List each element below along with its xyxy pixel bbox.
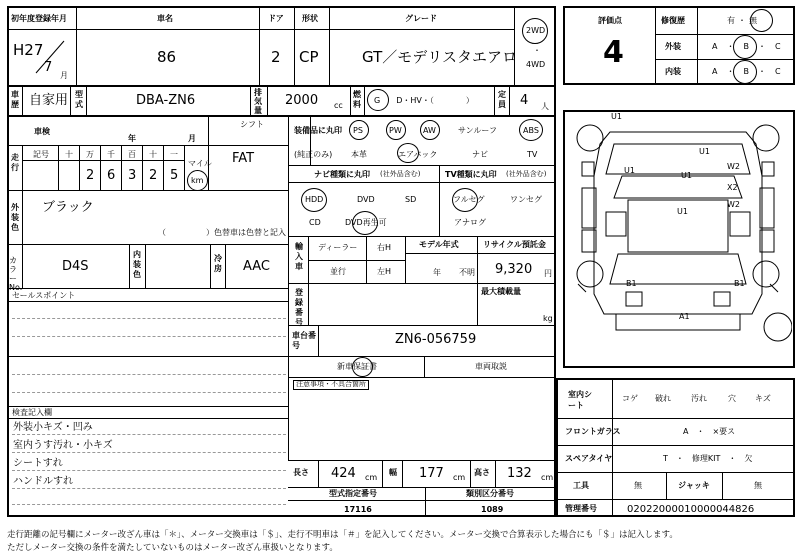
length-unit: cm [365, 473, 378, 482]
navi-small: (社外品含む) [380, 170, 421, 178]
seller-point-label: セールスポイント [12, 291, 76, 300]
first-reg-year: H27 [13, 41, 44, 59]
shift-value: FAT [232, 151, 255, 166]
mileage-header-4: 百 [128, 150, 136, 159]
displacement-value: 2000 [285, 93, 319, 108]
import-right-h: 右H [377, 243, 392, 252]
spare-label: スペアタイヤ [565, 454, 613, 463]
displacement-unit: cc [334, 101, 343, 110]
exterior-b-circle [733, 35, 757, 59]
recycle-value: 9,320 [495, 262, 533, 277]
model-year-value: 不明 [459, 268, 475, 277]
first-reg-label: 初年度登録年月 [11, 14, 67, 23]
diagram-mark-u1-left: U1 [624, 166, 635, 175]
equip-airbag: エアバック [398, 150, 438, 159]
recycle-label: リサイクル預託金 [483, 240, 546, 249]
model-year-year: 年 [433, 268, 441, 277]
model-label: 型式 [75, 90, 83, 109]
mileage-digit-2: 3 [128, 168, 137, 183]
length-label: 長さ [293, 468, 309, 477]
width-label: 幅 [389, 468, 397, 477]
inspector-line-0: 外装小キズ・凹み [13, 422, 93, 433]
equip-navi: ナビ [472, 150, 488, 159]
drive-dot: ・ [533, 46, 541, 55]
diagram-mark-u1-top: U1 [611, 112, 622, 121]
import-left-h: 左H [377, 267, 392, 276]
first-reg-month: 7 [44, 60, 53, 75]
equip-sunroof: サンルーフ [458, 126, 497, 135]
length-value: 424 [331, 466, 356, 481]
diagram-mark-b1-right: B1 [734, 279, 745, 288]
height-unit: cm [541, 473, 554, 482]
car-body-diagram [566, 114, 792, 364]
shape-label: 形状 [302, 14, 318, 23]
inspection-label: 車検 [34, 127, 50, 136]
import-parallel: 並行 [330, 267, 346, 276]
exterior-label: 外装 [665, 42, 681, 51]
glass-value: A ・ ×要ス [683, 427, 736, 436]
footer-note-2: ただしメーター交換の条件を満たしていないものはメーター改ざん車扱いとなります。 [7, 543, 338, 553]
inspector-label: 検査記入欄 [12, 408, 52, 417]
notes-label: 注意事項・不具合箇所 [296, 380, 366, 388]
recycle-unit: 円 [544, 269, 552, 278]
height-label: 高さ [474, 468, 490, 477]
mileage-digit-3: 2 [149, 168, 158, 183]
diagram-mark-u1-hood: U1 [699, 147, 710, 156]
class-number-value: 1089 [481, 505, 504, 514]
capacity-unit: 人 [541, 102, 549, 111]
seat-tear: 破れ [655, 394, 671, 403]
max-load-unit: kg [543, 314, 553, 323]
ac-value: AAC [243, 259, 270, 274]
shape-value: CP [299, 48, 319, 66]
diagram-mark-x2: X2 [727, 183, 738, 192]
mileage-label: 走行 [11, 153, 19, 172]
car-name-label: 車名 [157, 14, 173, 23]
mileage-header-1: 十 [65, 150, 73, 159]
seat-dirt: 汚れ [691, 394, 707, 403]
equip-abs: ABS [523, 126, 539, 135]
diagram-mark-u1-roof: U1 [677, 207, 688, 216]
chassis-value: ZN6-056759 [395, 332, 477, 347]
fuel-label: 燃料 [353, 90, 361, 109]
navi-dvd-play: DVD再生可 [345, 218, 387, 227]
import-label: 輸入車 [295, 242, 303, 271]
footer-note-1: 走行距離の記号欄にメーター改ざん車は「＊」、メーター交換車は「＄」、走行不明車は「＃」を記入してください。メーター交換で合算表示した場合にも「＄」は記入します。 [7, 530, 678, 540]
drive-4wd: 4WD [526, 60, 546, 69]
equipment-label: 装備品に丸印 [294, 126, 342, 135]
seat-burn: コゲ [622, 394, 638, 403]
usage-label: 車歴 [11, 90, 19, 109]
mileage-digit-1: 6 [107, 168, 116, 183]
new-car-warranty: 新車保証書 [337, 362, 377, 371]
diagram-mark-w2-1: W2 [727, 162, 740, 171]
mileage-header-0: 記号 [33, 150, 49, 159]
drive-2wd: 2WD [526, 26, 546, 35]
mileage-header-2: 万 [86, 150, 94, 159]
tools-value: 無 [634, 481, 642, 490]
color-no-label: カラーNo. [9, 256, 23, 292]
equip-aw: AW [423, 126, 436, 135]
import-dealer: ディーラー [318, 243, 358, 252]
repair-label: 修復歴 [661, 16, 685, 25]
equip-tv: TV [527, 150, 538, 159]
model-year-label: モデル年式 [419, 240, 459, 249]
tv-label: TV種類に丸印 [445, 170, 497, 179]
inspection-year: 年 [128, 134, 136, 143]
color-note: （ ）色替車は色替と記入 [158, 228, 286, 237]
tv-fullseg: フルセグ [453, 195, 485, 204]
seat-scratch: キズ [755, 394, 771, 403]
equip-leather: 本革 [351, 150, 367, 159]
management-label: 管理番号 [565, 504, 597, 513]
navi-label: ナビ種類に丸印 [314, 170, 370, 179]
tv-small: (社外品含む) [506, 170, 547, 178]
equip-ps: PS [353, 126, 363, 135]
diagram-mark-u1-center: U1 [681, 171, 692, 180]
navi-sd: SD [405, 195, 417, 204]
repair-value: 有・無 [727, 16, 760, 25]
capacity-value: 4 [520, 93, 529, 108]
seat-label: 室内シート [568, 390, 592, 410]
type-number-value: 17116 [344, 505, 372, 514]
interior-b-circle [733, 60, 757, 84]
inspector-line-2: シートすれ [13, 458, 63, 469]
mileage-header-6: 一 [170, 150, 178, 159]
score-label: 評価点 [598, 16, 622, 25]
jack-label: ジャッキ [678, 481, 710, 490]
tv-oneseg: ワンセグ [510, 195, 542, 204]
interior-value: A・B・C [712, 67, 790, 76]
exterior-value: A・B・C [712, 42, 790, 51]
class-number-label: 類別区分番号 [466, 489, 514, 498]
interior-color-label: 内装色 [133, 250, 141, 279]
mileage-digit-4: 5 [170, 168, 179, 183]
equipment-sublabel: (純正のみ) [294, 150, 333, 159]
reg-number-label: 登録番号 [295, 288, 303, 327]
grade-label: グレード [405, 14, 437, 23]
inspector-line-3: ハンドルすれ [13, 476, 73, 487]
navi-hdd: HDD [305, 195, 324, 204]
width-value: 177 [419, 466, 444, 481]
width-unit: cm [453, 473, 466, 482]
height-value: 132 [507, 466, 532, 481]
glass-label: フロントガラス [565, 427, 621, 436]
usage-value: 自家用 [29, 93, 69, 108]
capacity-label: 定員 [498, 90, 506, 109]
mileage-header-3: 千 [107, 150, 115, 159]
mileage-digit-0: 2 [86, 168, 95, 183]
km-label: km [191, 176, 204, 185]
door-value: 2 [271, 48, 281, 66]
seat-hole: 穴 [728, 394, 736, 403]
jack-value: 無 [754, 481, 762, 490]
navi-cd: CD [309, 218, 321, 227]
grade-value: GT／モデリスタエアロ [362, 48, 517, 66]
tools-label: 工具 [573, 481, 589, 490]
type-number-label: 型式指定番号 [329, 489, 377, 498]
diagram-mark-b1-left: B1 [626, 279, 637, 288]
vehicle-manual: 車両取説 [475, 362, 507, 371]
door-label: ドア [268, 14, 284, 23]
diagram-mark-w2-2: W2 [727, 200, 740, 209]
shift-label: シフト [240, 120, 264, 129]
inspection-month: 月 [188, 134, 196, 143]
model-value: DBA-ZN6 [136, 93, 196, 108]
color-no-value: D4S [62, 259, 89, 274]
color-value: ブラック [42, 200, 94, 215]
displacement-label: 排気量 [254, 88, 262, 115]
fuel-options: G D・HV・（ ） [374, 96, 474, 105]
navi-dvd: DVD [357, 195, 375, 204]
mile-label: マイル [188, 159, 212, 168]
mileage-header-5: 十 [149, 150, 157, 159]
max-load-label: 最大積載量 [481, 287, 521, 296]
car-name-value: 86 [157, 48, 177, 66]
repair-none-circle [750, 9, 773, 32]
score-value: 4 [603, 35, 624, 70]
spare-value: T ・ 修理KIT ・ 欠 [663, 454, 753, 463]
tv-analog: アナログ [454, 218, 486, 227]
ac-label: 冷房 [214, 254, 222, 273]
management-value: 02022000010000044826 [627, 504, 755, 515]
chassis-label: 車台番号 [292, 331, 316, 350]
month-unit: 月 [60, 71, 68, 80]
inspector-line-1: 室内うす汚れ・小キズ [13, 440, 113, 451]
diagram-mark-a1: A1 [679, 312, 690, 321]
equip-pw: PW [389, 126, 402, 135]
interior-label: 内装 [665, 67, 681, 76]
color-label: 外装色 [11, 203, 19, 232]
